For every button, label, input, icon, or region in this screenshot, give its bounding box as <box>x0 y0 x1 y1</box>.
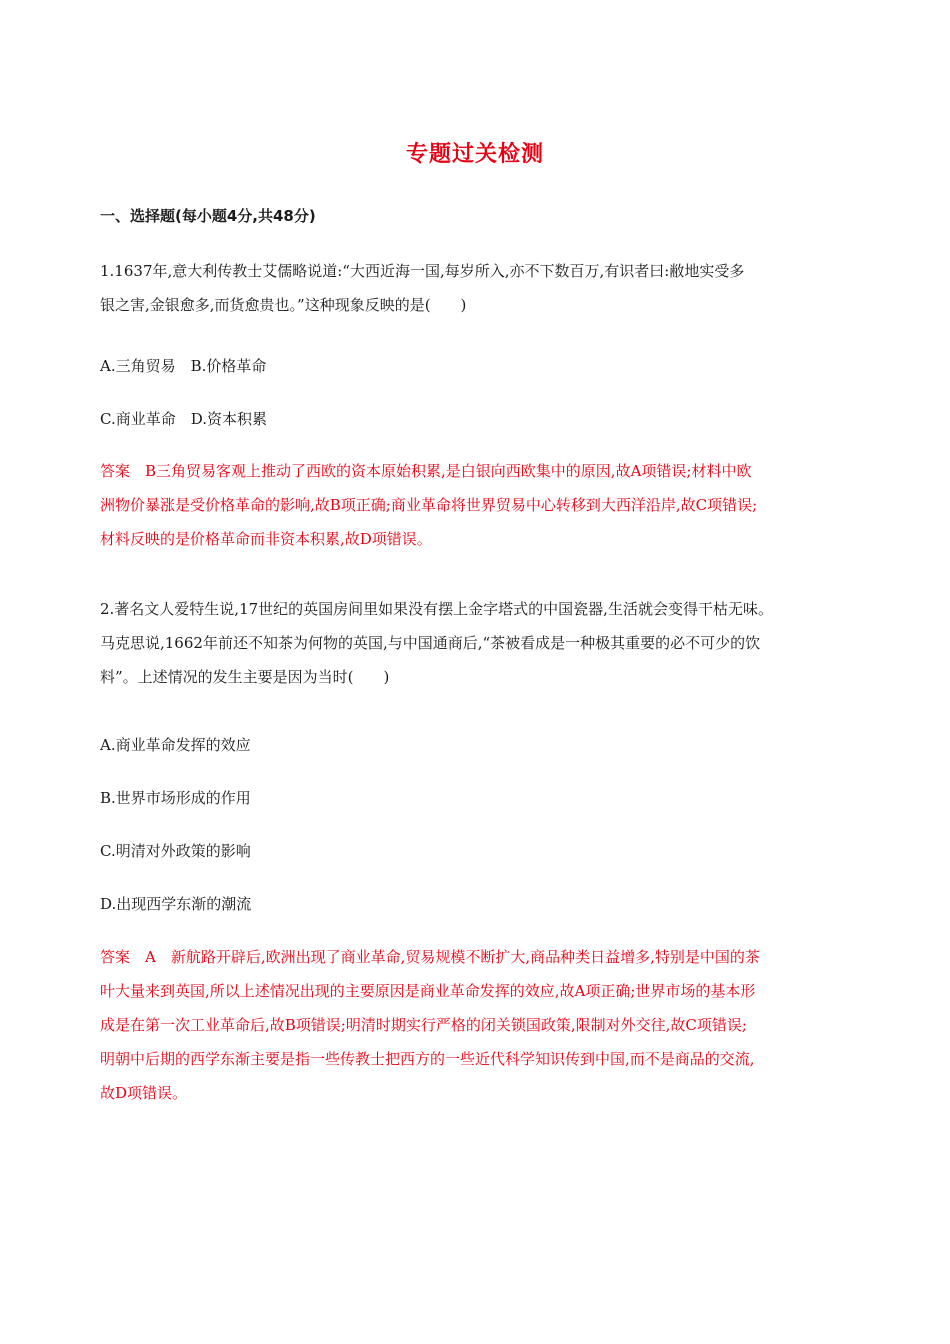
answer-text-line: 故D项错误。 <box>100 1084 188 1102</box>
question-1-stem <box>100 254 850 322</box>
question-1-options-row-2: C.商业革命 D.资本积累 <box>100 410 267 428</box>
question-2-option-b: B.世界市场形成的作用 <box>100 789 251 807</box>
question-2-option-a: A.商业革命发挥的效应 <box>100 736 251 754</box>
question-1-options-row-1: A.三角贸易 B.价格革命 <box>100 357 267 375</box>
answer-text-line: 成是在第一次工业革命后,故B项错误;明清时期实行严格的闭关锁国政策,限制对外交往,故C项错误; <box>100 1016 747 1034</box>
page-title: 专题过关检测 <box>405 142 544 167</box>
answer-text-line: 洲物价暴涨是受价格革命的影响,故B项正确;商业革命将世界贸易中心转移到大西洋沿岸,故C项错误; <box>100 496 758 514</box>
answer-text-line: 叶大量来到英国,所以上述情况出现的主要原因是商业革命发挥的效应,故A项正确;世界市场的基本形 <box>100 982 756 1000</box>
answer-text-line: 材料反映的是价格革命而非资本积累,故D项错误。 <box>100 530 432 548</box>
question-2-answer <box>100 940 850 1110</box>
question-2-option-d: D.出现西学东渐的潮流 <box>100 895 252 913</box>
question-1-answer <box>100 454 850 556</box>
section-heading: 一、选择题(每小题4分,共48分) <box>100 207 316 225</box>
question-text-line: 银之害,金银愈多,而货愈贵也。”这种现象反映的是( ) <box>100 296 467 314</box>
question-2-option-c: C.明清对外政策的影响 <box>100 842 251 860</box>
answer-text-line: 答案 B三角贸易客观上推动了西欧的资本原始积累,是白银向西欧集中的原因,故A项错误;材料中欧 <box>100 462 752 480</box>
question-text-line: 2.著名文人爱特生说,17世纪的英国房间里如果没有摆上金字塔式的中国瓷器,生活就会变得干枯无味。 <box>100 600 773 618</box>
answer-text-line: 答案 A 新航路开辟后,欧洲出现了商业革命,贸易规模不断扩大,商品种类日益增多,特别是中国的茶 <box>100 948 760 966</box>
answer-text-line: 明朝中后期的西学东渐主要是指一些传教士把西方的一些近代科学知识传到中国,而不是商品的交流, <box>100 1050 755 1068</box>
question-2-stem <box>100 592 850 694</box>
question-text-line: 料”。上述情况的发生主要是因为当时( ) <box>100 668 390 686</box>
question-text-line: 马克思说,1662年前还不知茶为何物的英国,与中国通商后,“茶被看成是一种极其重要的必不可少的饮 <box>100 634 761 652</box>
question-text-line: 1.1637年,意大利传教士艾儒略说道:“大西近海一国,每岁所入,亦不下数百万,有识者曰:敝地实受多 <box>100 262 745 280</box>
